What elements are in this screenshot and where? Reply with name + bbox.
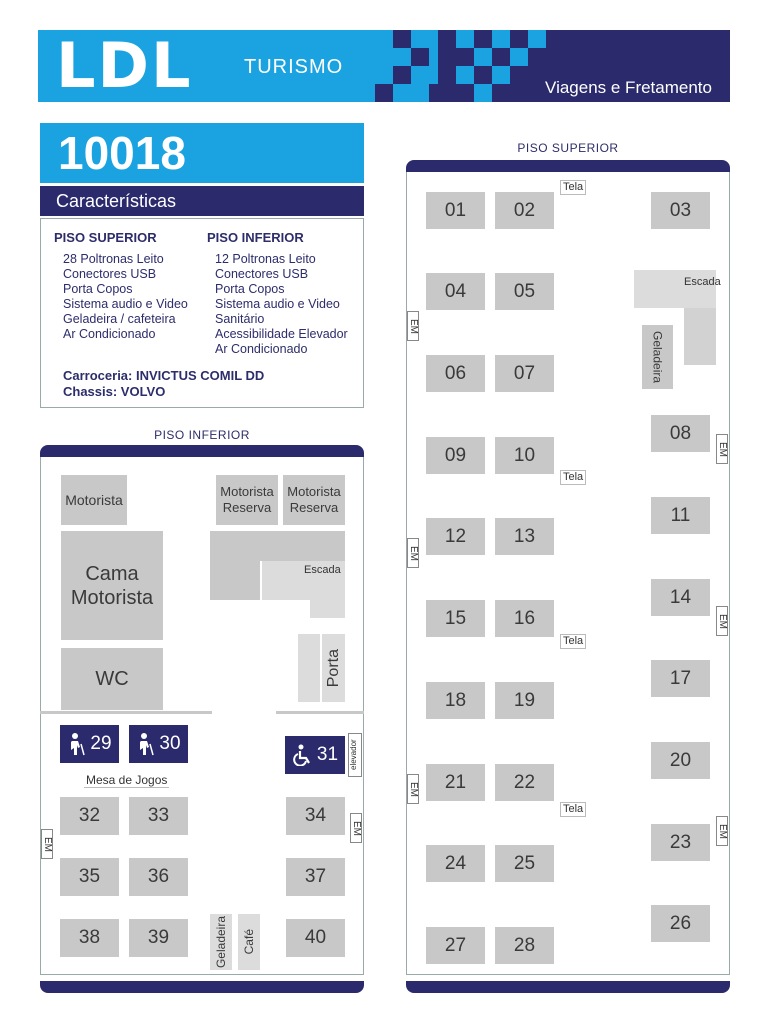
- feature-item: Acessibilidade Elevador: [215, 327, 348, 341]
- chassis: Chassis: VOLVO: [63, 384, 166, 399]
- emergency-exit: [41, 829, 53, 859]
- lower-features-title: PISO INFERIOR: [207, 230, 304, 245]
- accessible-seat-29: [60, 725, 119, 763]
- emergency-exit: [350, 813, 362, 843]
- seat-40[interactable]: 40: [286, 919, 345, 957]
- banner-pixel: [411, 48, 429, 66]
- seat-number: 29: [90, 733, 112, 754]
- coffee: [238, 914, 260, 970]
- seat-23[interactable]: 23: [651, 824, 710, 861]
- emergency-exit-label: EM: [717, 441, 728, 457]
- driver-bed: Cama Motorista: [61, 531, 163, 640]
- stair-step: [634, 270, 684, 308]
- emergency-exit-label: EM: [42, 836, 53, 852]
- upper-features-title: PISO SUPERIOR: [54, 230, 157, 245]
- seat-22[interactable]: 22: [495, 764, 554, 801]
- banner-pixel: [492, 66, 510, 84]
- stair-block: [210, 561, 260, 600]
- seat-13[interactable]: 13: [495, 518, 554, 555]
- seat-04[interactable]: 04: [426, 273, 485, 310]
- lower-deck-bottom-cap: [40, 981, 364, 993]
- upper-deck-bottom-cap: [406, 981, 730, 993]
- seat-39[interactable]: 39: [129, 919, 188, 957]
- wc: WC: [61, 648, 163, 710]
- emergency-exit-label: EM: [408, 318, 419, 334]
- emergency-exit: [407, 311, 419, 341]
- upper-deck-label: PISO SUPERIOR: [517, 141, 619, 155]
- seat-15[interactable]: 15: [426, 600, 485, 637]
- stair-block: [210, 531, 345, 561]
- deck-divider: [40, 711, 212, 714]
- seat-10[interactable]: 10: [495, 437, 554, 474]
- seat-35[interactable]: 35: [60, 858, 119, 896]
- seat-01[interactable]: 01: [426, 192, 485, 229]
- seat-number: 31: [316, 744, 339, 765]
- fridge-label: Geladeira: [650, 330, 665, 384]
- header-banner: [38, 30, 730, 102]
- screen: Tela: [560, 180, 586, 195]
- feature-item: 28 Poltronas Leito: [63, 252, 164, 266]
- driver-seat: Motorista: [61, 475, 127, 525]
- seat-27[interactable]: 27: [426, 927, 485, 964]
- feature-item: Porta Copos: [215, 282, 285, 296]
- emergency-exit-label: EM: [351, 820, 362, 836]
- seat-19[interactable]: 19: [495, 682, 554, 719]
- reserve-driver-seat: Motorista Reserva: [216, 475, 278, 525]
- seat-36[interactable]: 36: [129, 858, 188, 896]
- banner-pixel: [393, 30, 411, 48]
- seat-06[interactable]: 06: [426, 355, 485, 392]
- seat-33[interactable]: 33: [129, 797, 188, 835]
- emergency-exit-label: EM: [717, 613, 728, 629]
- seat-09[interactable]: 09: [426, 437, 485, 474]
- upper-deck-top-cap: [406, 160, 730, 172]
- tagline: Viagens e Fretamento: [545, 78, 712, 97]
- seat-34[interactable]: 34: [286, 797, 345, 835]
- banner-pixel: [375, 84, 393, 102]
- stair-step: [684, 308, 716, 365]
- lower-features-list: [215, 252, 348, 357]
- emergency-exit: [407, 774, 419, 804]
- elevator-label: elevador: [349, 739, 358, 771]
- door: [322, 634, 345, 702]
- seat-16[interactable]: 16: [495, 600, 554, 637]
- seat-20[interactable]: 20: [651, 742, 710, 779]
- seat-28[interactable]: 28: [495, 927, 554, 964]
- reserve-driver-seat: Motorista Reserva: [283, 475, 345, 525]
- elevator: [348, 733, 362, 777]
- screen: Tela: [560, 802, 586, 817]
- emergency-exit: [716, 606, 728, 636]
- banner-pixel: [474, 84, 492, 102]
- door-label: Porta: [324, 648, 342, 688]
- banner-pixel: [393, 66, 411, 84]
- seat-32[interactable]: 32: [60, 797, 119, 835]
- banner-pixel: [429, 84, 447, 102]
- seat-11[interactable]: 11: [651, 497, 710, 534]
- fridge: [642, 325, 673, 389]
- feature-item: Conectores USB: [215, 267, 309, 281]
- feature-item: Ar Condicionado: [63, 327, 156, 341]
- seat-38[interactable]: 38: [60, 919, 119, 957]
- fridge-label: Geladeira: [214, 915, 228, 969]
- lower-deck-top-cap: [40, 445, 364, 457]
- seat-number: 30: [159, 733, 181, 754]
- seat-07[interactable]: 07: [495, 355, 554, 392]
- seat-03[interactable]: 03: [651, 192, 710, 229]
- door-strip: [298, 634, 320, 702]
- seat-02[interactable]: 02: [495, 192, 554, 229]
- stair-label: Escada: [304, 564, 341, 576]
- carroceria: Carroceria: INVICTUS COMIL DD: [63, 368, 265, 383]
- seat-26[interactable]: 26: [651, 905, 710, 942]
- seat-05[interactable]: 05: [495, 273, 554, 310]
- stair-step: [310, 600, 345, 618]
- banner-pixel: [456, 30, 474, 48]
- banner-pixel: [510, 48, 528, 66]
- accessible-seat-31: [285, 736, 345, 774]
- accessible-seat-30: [129, 725, 188, 763]
- seat-25[interactable]: 25: [495, 845, 554, 882]
- features-box: [40, 218, 364, 408]
- coffee-label: Café: [242, 929, 256, 955]
- upper-features-list: [63, 252, 188, 342]
- features-title: Características: [40, 186, 364, 216]
- logo: LDL: [56, 30, 193, 102]
- elderly-icon: [136, 732, 156, 756]
- seat-17[interactable]: 17: [651, 660, 710, 697]
- elderly-icon: [67, 732, 87, 756]
- emergency-exit: [716, 434, 728, 464]
- feature-item: Conectores USB: [63, 267, 157, 281]
- deck-divider: [276, 711, 364, 714]
- feature-item: Ar Condicionado: [215, 342, 308, 356]
- seat-24[interactable]: 24: [426, 845, 485, 882]
- emergency-exit: [407, 538, 419, 568]
- banner-pixel: [528, 30, 546, 48]
- feature-item: Sistema audio e Video: [215, 297, 340, 311]
- logo-subtitle: TURISMO: [244, 56, 344, 78]
- emergency-exit: [716, 816, 728, 846]
- feature-item: Geladeira / cafeteira: [63, 312, 176, 326]
- banner-pixel: [456, 66, 474, 84]
- emergency-exit-label: EM: [408, 781, 419, 797]
- fridge: [210, 914, 232, 970]
- screen: Tela: [560, 470, 586, 485]
- emergency-exit-label: EM: [717, 823, 728, 839]
- feature-item: Porta Copos: [63, 282, 133, 296]
- wheelchair-icon: [292, 744, 314, 766]
- banner-pixel: [474, 48, 492, 66]
- feature-item: Sistema audio e Video: [63, 297, 188, 311]
- emergency-exit-label: EM: [408, 545, 419, 561]
- seat-08[interactable]: 08: [651, 415, 710, 452]
- game-table-label: Mesa de Jogos: [86, 773, 168, 787]
- seat-18[interactable]: 18: [426, 682, 485, 719]
- feature-item: Sanitário: [215, 312, 265, 326]
- seat-37[interactable]: 37: [286, 858, 345, 896]
- seat-14[interactable]: 14: [651, 579, 710, 616]
- bus-number: 10018: [40, 123, 364, 183]
- banner-pixel: [492, 30, 510, 48]
- seat-12[interactable]: 12: [426, 518, 485, 555]
- stair-label: Escada: [684, 276, 721, 288]
- seat-21[interactable]: 21: [426, 764, 485, 801]
- feature-item: 12 Poltronas Leito: [215, 252, 316, 266]
- lower-deck-label: PISO INFERIOR: [154, 428, 250, 442]
- screen: Tela: [560, 634, 586, 649]
